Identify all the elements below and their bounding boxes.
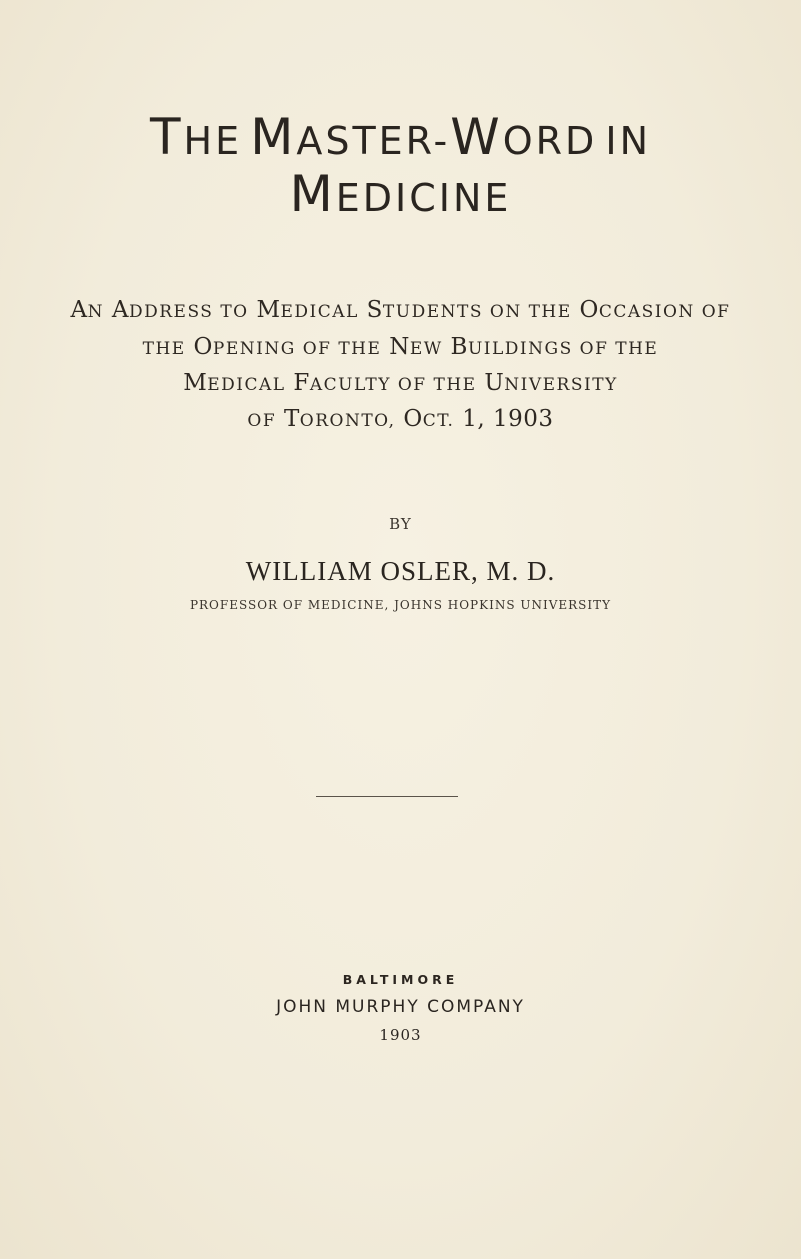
book-title-line-2 [0, 165, 801, 223]
subtitle-line-2 [0, 334, 801, 360]
divider-rule [316, 796, 458, 797]
subtitle-date: 1, 1903 [462, 406, 554, 432]
author-affiliation: PROFESSOR OF MEDICINE, JOHNS HOPKINS UNIVERSITY [189, 598, 612, 612]
title-rest: ASTER- [296, 119, 451, 163]
subtitle-cap: B [450, 334, 468, 360]
subtitle-cap: O [193, 334, 213, 360]
subtitle-cap: M [256, 297, 281, 323]
subtitle-cap: O [579, 297, 599, 323]
title-rest: ORD [502, 119, 598, 163]
subtitle-rest: ACULTY OF THE [309, 375, 477, 395]
subtitle-rest: UILDINGS OF THE [467, 339, 659, 359]
subtitle-rest: EW [409, 339, 443, 359]
subtitle-cap: A [70, 297, 88, 323]
title-rest: EDICINE [335, 176, 512, 220]
subtitle-cap: O [403, 406, 423, 432]
title-cap: W [450, 108, 503, 166]
subtitle-rest: CT. [422, 411, 455, 431]
subtitle-rest: N [87, 302, 105, 322]
subtitle-rest: EDICAL [207, 375, 286, 395]
subtitle-rest: EDICAL [280, 302, 359, 322]
subtitle-rest: OF [247, 411, 277, 431]
subtitle-line-3 [0, 370, 801, 396]
subtitle-rest: NIVERSITY [504, 375, 618, 395]
imprint-year: 1903 [379, 1026, 422, 1044]
title-cap: M [289, 165, 336, 223]
title-cap: T [149, 108, 184, 166]
author-name: WILLIAM OSLER, M. D. [245, 556, 556, 586]
subtitle-rest: TUDENTS ON THE [382, 302, 572, 322]
subtitle-cap: N [389, 334, 410, 360]
imprint-city: BALTIMORE [342, 972, 459, 987]
subtitle-cap: S [366, 297, 383, 323]
by-label: BY [389, 515, 412, 533]
subtitle-rest: DDRESS TO [128, 302, 249, 322]
subtitle-line-1 [0, 297, 801, 323]
subtitle-cap: M [183, 370, 208, 396]
imprint-publisher: JOHN MURPHY COMPANY [276, 997, 525, 1017]
subtitle-cap: U [484, 370, 505, 396]
subtitle-cap: T [283, 406, 300, 432]
subtitle-cap: F [293, 370, 310, 396]
subtitle-rest: PENING OF THE [212, 339, 382, 359]
title-cap: M [250, 108, 297, 166]
subtitle-line-4 [0, 406, 801, 432]
subtitle-rest: ORONTO, [299, 411, 396, 431]
title-rest: HE [183, 119, 243, 163]
subtitle-rest: THE [142, 339, 186, 359]
subtitle-rest: CCASION OF [598, 302, 731, 322]
title-rest: IN [605, 119, 652, 163]
subtitle-cap: A [111, 297, 129, 323]
book-title-line-1 [0, 108, 801, 166]
